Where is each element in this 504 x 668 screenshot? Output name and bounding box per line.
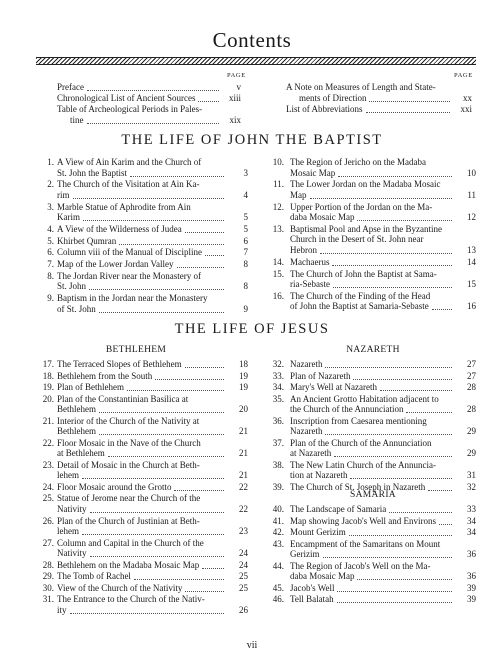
entry-number: 42. [272, 527, 284, 537]
entry-title-line: Bethlehem from the South [57, 370, 153, 381]
toc-entry[interactable] [266, 416, 476, 437]
leader-dots [325, 427, 452, 435]
entry-number: 41. [272, 515, 284, 526]
entry-page-number: 11 [467, 189, 476, 200]
entry-title-line: lehem [57, 526, 79, 537]
entry-title-line: at Nazareth [290, 448, 332, 459]
entry-page-number: 19 [239, 382, 248, 392]
entry-page-number: 12 [467, 212, 476, 223]
entry-number: 26. [42, 515, 54, 526]
entry-title-line: A View of the Wilderness of Judea [57, 223, 182, 234]
entry-page-number: 39 [467, 594, 476, 605]
leader-dots [155, 372, 224, 380]
entry-page-number: 29 [467, 426, 476, 437]
leader-dots [198, 94, 219, 102]
entry-page-number: 21 [239, 470, 248, 481]
entry-title-line: The Church of John the Baptist at Sama- [290, 268, 437, 279]
toc-entry[interactable] [36, 594, 248, 615]
entry-page-number: 36 [467, 549, 476, 560]
toc-entry[interactable] [36, 247, 248, 258]
toc-entry[interactable] [36, 538, 248, 559]
leader-dots [90, 505, 224, 513]
entry-title-line: Map of the Lower Jordan Valley [57, 259, 174, 269]
leader-dots [428, 483, 452, 491]
entry-number: 32. [272, 359, 284, 369]
entry-title-line: Mary's Well at Nazareth [290, 382, 377, 392]
entry-title-line: A View of Ain Karim and the Church of [57, 157, 202, 167]
leader-dots [338, 169, 452, 177]
entry-number: 10. [272, 157, 284, 167]
entry-page-number: xxi [460, 103, 472, 114]
entry-title-line: Plan of the Church of the Annunciation [290, 437, 432, 448]
leader-dots [333, 280, 452, 288]
leader-dots [353, 372, 452, 380]
entry-page-number: 10 [467, 167, 476, 178]
entry-number: 8. [47, 270, 54, 281]
entry-title-line: tion at Nazareth [290, 470, 348, 481]
toc-entry[interactable] [266, 583, 476, 594]
entry-number: 20. [42, 393, 54, 404]
entry-title-line: Marble Statue of Aphrodite from Ain [57, 201, 191, 212]
entry-title-line: daba Mosaic Map [290, 571, 355, 582]
entry-title-line: the Church of the Annunciation [290, 404, 404, 415]
entry-number: 34. [272, 382, 284, 392]
leader-dots [357, 213, 452, 221]
entry-number: 28. [42, 559, 54, 570]
toc-entry[interactable] [36, 293, 248, 314]
toc-entry[interactable] [286, 104, 472, 115]
toc-entry[interactable] [36, 438, 248, 459]
entry-title-line: Gerizim [290, 549, 320, 560]
entry-number: 21. [42, 415, 54, 426]
entry-page-number: 22 [239, 481, 248, 492]
toc-entry[interactable] [36, 259, 248, 270]
entry-title-line: The New Latin Church of the Annuncia- [290, 459, 436, 470]
entry-title-line: daba Mosaic Map [290, 212, 355, 223]
entry-page-number: 6 [243, 235, 248, 246]
entry-title-line: Preface [57, 82, 84, 92]
entry-number: 46. [272, 594, 284, 605]
entry-page-number: 22 [239, 503, 248, 514]
entry-title-line: Khirbet Qumran [57, 235, 117, 246]
entry-title-line: Column and Capital in the Church of the [57, 537, 204, 548]
entry-number: 14. [272, 256, 284, 267]
leader-dots [89, 282, 224, 290]
entry-title-line: of John the Baptist at Samaria-Sebaste [290, 301, 429, 312]
entry-title-line: Church in the Desert of St. John near [290, 234, 424, 245]
entry-title-line: Floor Mosaic in the Nave of the Church [57, 437, 201, 448]
leader-dots [108, 449, 224, 457]
toc-entry[interactable] [266, 504, 476, 515]
entry-title-line: Table of Archeological Periods in Pales- [57, 104, 203, 115]
leader-dots [366, 105, 450, 113]
toc-entry[interactable] [36, 271, 248, 292]
entry-number: 19. [42, 382, 54, 392]
entry-page-number: v [236, 82, 241, 92]
leader-dots [99, 305, 224, 313]
toc-entry[interactable] [36, 493, 248, 514]
entry-title-line: St. John the Baptist [57, 167, 128, 178]
entry-number: 17. [42, 359, 54, 369]
section-title-jesus: THE LIFE OF JESUS [174, 321, 330, 337]
entry-title-line: Plan of Nazareth [290, 370, 351, 381]
leader-dots [320, 246, 452, 254]
leader-dots [337, 595, 452, 603]
entry-page-number: 39 [467, 582, 476, 593]
entry-title-line: The Church of St. Joseph in Nazareth [290, 481, 426, 492]
entry-page-number: 20 [239, 404, 248, 415]
entry-number: 4. [47, 223, 54, 234]
leader-dots [369, 94, 450, 102]
entry-page-number: 7 [243, 247, 248, 258]
toc-entry[interactable] [36, 359, 248, 370]
entry-title-line: Jacob's Well [290, 582, 335, 593]
entry-page-number: 14 [467, 256, 476, 267]
leader-dots [202, 561, 224, 569]
entry-title-line: Floor Mosaic around the Grotto [57, 481, 172, 492]
leader-dots [205, 248, 224, 256]
toc-entry[interactable] [266, 371, 476, 382]
leader-dots [87, 83, 219, 91]
toc-entry[interactable] [36, 416, 248, 437]
toc-entry[interactable] [36, 482, 248, 493]
entry-title-line: The Jordan River near the Monastery of [57, 270, 201, 281]
entry-page-number: xiii [228, 93, 241, 104]
entry-number: 33. [272, 370, 284, 381]
entry-title-line: The Region of Jericho on the Madaba [290, 157, 426, 167]
toc-entry[interactable] [36, 571, 248, 582]
entry-title-line: The Church of the Finding of the Head [290, 290, 431, 301]
toc-entry[interactable] [266, 179, 476, 200]
leader-dots [87, 116, 219, 124]
entry-number: 44. [272, 560, 284, 571]
entry-title-line: lehem [57, 470, 79, 481]
leader-dots [389, 505, 452, 513]
entry-title-line: The Entrance to the Church of the Nativ- [57, 594, 205, 605]
leader-dots [83, 213, 224, 221]
entry-title-line: Map showing Jacob's Well and Environs [290, 515, 436, 526]
entry-title-line: Encampment of the Samaritans on Mount [290, 538, 441, 549]
entry-title-line: tine [70, 114, 84, 125]
entry-title-line: ity [57, 604, 67, 615]
entry-page-number: 28 [467, 404, 476, 415]
toc-entry[interactable] [36, 560, 248, 571]
entry-number: 35. [272, 393, 284, 404]
leader-dots [406, 405, 452, 413]
leader-dots [380, 383, 452, 391]
entry-title-line: of St. John [57, 303, 96, 314]
entry-title-line: Statue of Jerome near the Church of the [57, 493, 201, 504]
leader-dots [310, 191, 452, 199]
entry-number: 23. [42, 459, 54, 470]
leader-dots [177, 260, 224, 268]
entry-number: 40. [272, 504, 284, 514]
entry-page-number: 32 [467, 481, 476, 492]
decorative-rule [36, 57, 476, 65]
entry-title-line: rim [57, 189, 70, 200]
toc-entry[interactable] [286, 82, 472, 103]
leader-dots [130, 169, 224, 177]
entry-number: 13. [272, 223, 284, 234]
leader-dots [432, 302, 452, 310]
entry-title-line: Plan of the Church of Justinian at Beth- [57, 515, 200, 526]
toc-entry[interactable] [266, 527, 476, 538]
toc-entry[interactable] [266, 257, 476, 268]
leader-dots [82, 527, 224, 535]
leader-dots [357, 572, 452, 580]
entry-page-number: 16 [467, 301, 476, 312]
toc-entry[interactable] [266, 359, 476, 370]
entry-page-number: 21 [239, 426, 248, 437]
toc-entry[interactable] [36, 516, 248, 537]
entry-title-line: Detail of Mosaic in the Church at Beth- [57, 459, 200, 470]
leader-dots [70, 606, 224, 614]
entry-page-number: 23 [239, 526, 248, 537]
entry-title-line: View of the Church of the Nativity [57, 582, 183, 593]
toc-entry[interactable] [36, 394, 248, 415]
entry-page-number: 15 [467, 279, 476, 290]
entry-page-number: 36 [467, 571, 476, 582]
entry-title-line: Chronological List of Ancient Sources [57, 93, 196, 104]
entry-title-line: ments of Direction [299, 92, 367, 103]
entry-page-number: 28 [467, 382, 476, 392]
leader-dots [73, 191, 224, 199]
entry-title-line: Mosaic Map [290, 167, 336, 178]
toc-entry[interactable] [57, 82, 241, 93]
entry-number: 18. [42, 370, 54, 381]
toc-entry[interactable] [266, 516, 476, 527]
entry-title-line: The Lower Jordan on the Madaba Mosaic [290, 179, 441, 190]
entry-page-number: 21 [239, 448, 248, 459]
entry-page-number: 9 [243, 303, 248, 314]
entry-page-number: 25 [239, 571, 248, 582]
leader-dots [439, 517, 452, 525]
entry-title-line: St. John [57, 281, 87, 292]
entry-title-line: Tell Balatah [290, 594, 334, 605]
entry-title-line: List of Abbreviations [286, 103, 363, 114]
entry-title-line: Hebron [290, 245, 317, 256]
entry-title-line: Interior of the Church of the Nativity at [57, 415, 200, 426]
entry-number: 36. [272, 415, 284, 426]
entry-number: 11. [273, 179, 284, 190]
entry-number: 3. [47, 201, 54, 212]
entry-page-number: 13 [467, 245, 476, 256]
leader-dots [323, 550, 452, 558]
entry-number: 1. [47, 157, 54, 167]
toc-entry[interactable] [266, 561, 476, 582]
entry-page-number: 19 [239, 370, 248, 381]
entry-title-line: An Ancient Grotto Habitation adjacent to [290, 393, 439, 404]
entry-title-line: Mount Gerizim [290, 527, 346, 537]
leader-dots [350, 471, 452, 479]
entry-title-line: Nazareth [290, 426, 323, 437]
entry-number: 16. [272, 290, 284, 301]
entry-title-line: Nativity [57, 503, 87, 514]
toc-entry[interactable] [266, 157, 476, 178]
entry-page-number: 26 [239, 604, 248, 615]
entry-number: 45. [272, 582, 284, 593]
subsection-bethlehem: BETHLEHEM [105, 345, 167, 355]
toc-entry[interactable] [266, 202, 476, 223]
toc-entry[interactable] [36, 460, 248, 481]
entry-number: 22. [42, 437, 54, 448]
entry-number: 30. [42, 582, 54, 593]
toc-entry[interactable] [36, 202, 248, 223]
entry-page-number: 8 [243, 281, 248, 292]
toc-entry[interactable] [266, 291, 476, 312]
toc-entry[interactable] [36, 382, 248, 393]
entry-number: 43. [272, 538, 284, 549]
page-number: vii [246, 640, 258, 651]
leader-dots [332, 258, 452, 266]
toc-entry[interactable] [266, 382, 476, 393]
leader-dots [185, 225, 224, 233]
leader-dots [99, 405, 224, 413]
toc-entry[interactable] [266, 224, 476, 256]
toc-entry[interactable] [36, 157, 248, 178]
toc-entry[interactable] [36, 179, 248, 200]
toc-entry[interactable] [266, 394, 476, 415]
leader-dots [134, 572, 224, 580]
entry-page-number: 27 [467, 359, 476, 369]
entry-title-line: ria-Sebaste [290, 279, 330, 290]
toc-entry[interactable] [266, 594, 476, 605]
page-title: Contents [212, 28, 292, 52]
leader-dots [90, 549, 224, 557]
entry-number: 24. [42, 481, 54, 492]
entry-title-line: Bethlehem [57, 426, 96, 437]
entry-number: 39. [272, 481, 284, 492]
entry-number: 5. [47, 235, 54, 246]
entry-page-number: 27 [467, 370, 476, 381]
leader-dots [349, 528, 452, 536]
toc-entry[interactable] [57, 104, 241, 125]
entry-title-line: Bethlehem [57, 404, 96, 415]
entry-number: 7. [47, 259, 54, 269]
leader-dots [337, 584, 452, 592]
entry-title-line: Karim [57, 212, 80, 223]
entry-title-line: Nazareth [290, 359, 323, 369]
toc-entry[interactable] [266, 482, 476, 493]
subsection-nazareth: NAZARETH [346, 345, 400, 355]
subsection-samaria: SAMARIA [350, 490, 396, 500]
toc-entry[interactable] [266, 269, 476, 290]
entry-number: 15. [272, 268, 284, 279]
entry-page-number: 29 [467, 448, 476, 459]
entry-number: 31. [42, 594, 54, 605]
page-column-header-right: PAGE [454, 72, 473, 79]
entry-page-number: 34 [467, 527, 476, 537]
page-column-header-left: PAGE [227, 72, 246, 79]
entry-page-number: 8 [243, 259, 248, 269]
entry-title-line: A Note on Measures of Length and State- [286, 82, 436, 92]
section-title-john-baptist: THE LIFE OF JOHN THE BAPTIST [121, 132, 383, 148]
leader-dots [185, 360, 224, 368]
entry-page-number: xx [463, 92, 472, 103]
entry-number: 6. [47, 247, 54, 258]
toc-entry[interactable] [266, 539, 476, 560]
entry-title-line: The Terraced Slopes of Bethlehem [57, 359, 182, 369]
entry-title-line: Inscription from Caesarea mentioning [290, 415, 427, 426]
toc-entry[interactable] [36, 236, 248, 247]
toc-entry[interactable] [57, 93, 241, 104]
entry-number: 29. [42, 571, 54, 582]
entry-page-number: 18 [239, 359, 248, 369]
entry-page-number: 24 [239, 559, 248, 570]
leader-dots [185, 584, 224, 592]
entry-page-number: 34 [467, 515, 476, 526]
entry-title-line: Machaerus [290, 256, 330, 267]
entry-page-number: 3 [243, 167, 248, 178]
entry-title-line: Column viii of the Manual of Discipline [57, 247, 202, 258]
entry-title-line: The Tomb of Rachel [57, 571, 131, 582]
leader-dots [174, 483, 224, 491]
entry-title-line: The Region of Jacob's Well on the Ma- [290, 560, 431, 571]
entry-title-line: Baptismal Pool and Apse in the Byzantine [290, 223, 442, 234]
entry-number: 27. [42, 537, 54, 548]
toc-entry[interactable] [266, 460, 476, 481]
entry-title-line: The Church of the Visitation at Ain Ka- [57, 179, 200, 190]
toc-entry[interactable] [266, 438, 476, 459]
entry-title-line: The Landscape of Samaria [290, 504, 387, 514]
toc-entry[interactable] [36, 371, 248, 382]
entry-title-line: Upper Portion of the Jordan on the Ma- [290, 201, 433, 212]
entry-number: 12. [272, 201, 284, 212]
entry-page-number: 4 [243, 189, 248, 200]
entry-title-line: Nativity [57, 548, 87, 559]
toc-entry[interactable] [36, 583, 248, 594]
leader-dots [82, 471, 224, 479]
entry-page-number: 5 [243, 212, 248, 223]
entry-number: 2. [47, 179, 54, 190]
toc-entry[interactable] [36, 224, 248, 235]
entry-number: 25. [42, 493, 54, 504]
entry-title-line: Plan of the Constantinian Basilica at [57, 393, 189, 404]
entry-number: 38. [272, 459, 284, 470]
entry-title-line: Bethlehem on the Madaba Mosaic Map [57, 559, 200, 570]
leader-dots [334, 449, 452, 457]
entry-page-number: 25 [239, 582, 248, 593]
entry-page-number: xix [229, 114, 241, 125]
entry-page-number: 5 [243, 223, 248, 234]
entry-number: 9. [47, 293, 54, 303]
leader-dots [325, 360, 452, 368]
leader-dots [127, 383, 224, 391]
leader-dots [99, 427, 224, 435]
entry-number: 37. [272, 437, 284, 448]
entry-title-line: Map [290, 189, 307, 200]
entry-page-number: 31 [467, 470, 476, 481]
entry-title-line: Baptism in the Jordan near the Monastery [57, 293, 208, 303]
entry-title-line: at Bethlehem [57, 448, 105, 459]
leader-dots [119, 237, 224, 245]
entry-title-line: Plan of Bethlehem [57, 382, 124, 392]
entry-page-number: 33 [467, 504, 476, 514]
entry-page-number: 24 [239, 548, 248, 559]
